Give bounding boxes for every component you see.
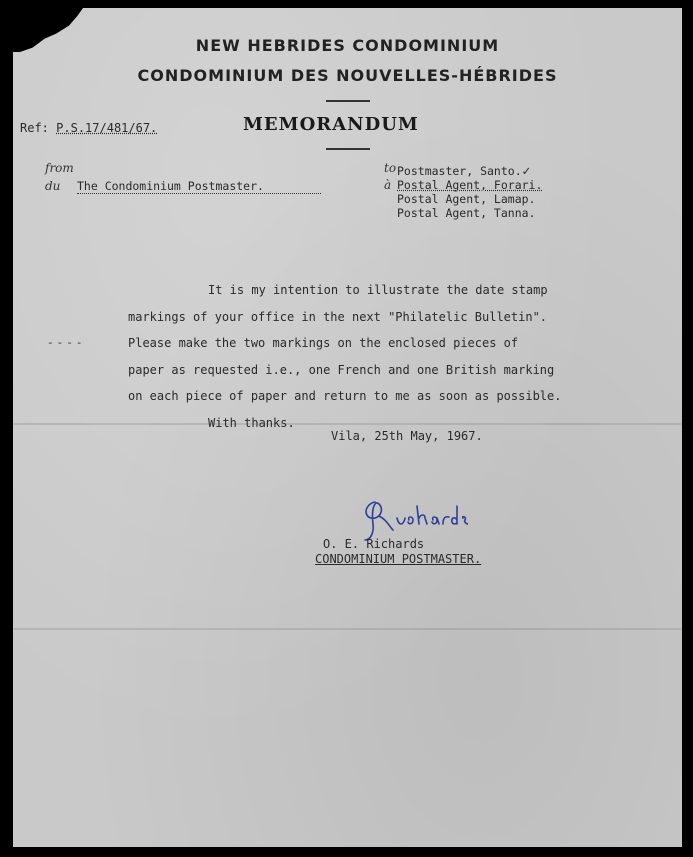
signatory-name: O. E. Richards (323, 537, 425, 551)
to-label: to (384, 161, 397, 175)
memo-paper (13, 8, 682, 847)
reference (20, 121, 157, 135)
recipient-forari: Postal Agent, Forari. (397, 178, 543, 192)
memo-body (128, 277, 628, 436)
body-line: paper as requested i.e., one French and one British marking (128, 362, 555, 377)
header-rule (326, 100, 370, 102)
recipient-list (397, 164, 542, 220)
header-line-english: NEW HEBRIDES CONDOMINIUM (195, 36, 500, 55)
recipient-santo: Postmaster, Santo.✓ (397, 164, 532, 178)
margin-mark: ---- (47, 336, 86, 349)
check-mark-icon: ✓ (521, 164, 532, 178)
fold-line (13, 628, 682, 630)
recipient-tanna: Postal Agent, Tanna. (397, 206, 536, 220)
memo-title: MEMORANDUM (243, 114, 419, 135)
a-label: à (384, 178, 392, 192)
du-label: du (45, 179, 61, 193)
body-line: on each piece of paper and return to me as soon as possible. (128, 389, 562, 403)
body-line: Please make the two markings on the enclosed pieces of (128, 336, 519, 350)
from-label: from (45, 161, 74, 175)
signatory (315, 537, 481, 567)
body-line: markings of your office in the next "Philatelic Bulletin". (128, 309, 548, 324)
body-line: It is my intention to illustrate the date stamp (208, 283, 548, 297)
from-value: The Condominium Postmaster. (77, 179, 321, 194)
ref-label: Ref: (20, 121, 49, 135)
signatory-position: CONDOMINIUM POSTMASTER. (315, 552, 482, 566)
header-line-french: CONDOMINIUM DES NOUVELLES-HÉBRIDES (137, 66, 558, 85)
ref-value: P.S.17/481/67. (56, 121, 158, 135)
memo-date: Vila, 25th May, 1967. (331, 429, 483, 443)
recipient-lamap: Postal Agent, Lamap. (397, 192, 536, 206)
body-line: With thanks. (208, 415, 295, 430)
title-rule (326, 148, 370, 150)
